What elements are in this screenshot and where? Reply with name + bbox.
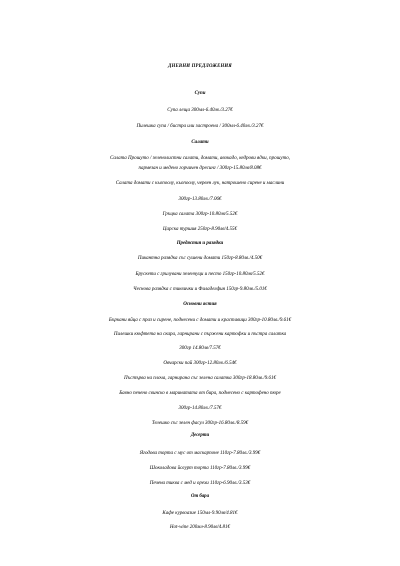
menu-item: Салата Прошуто / зеленолистни салати, домати, авокадо, кедрови ядки, прошуто,	[109, 156, 291, 161]
menu-item: Шоколадова йогурт торта 110гр-7.80лв./3.99€	[149, 466, 251, 471]
menu-item: Пикантна разядка със сушени домати 150гр-8.80лв./4.50€	[137, 256, 263, 261]
menu-item: Ягодова торта с мус от маскарпоне 110гр-7.80лв./3.99€	[139, 451, 261, 456]
section-heading-starters: Предястия и разядки	[176, 241, 224, 246]
section-heading-desserts: Десерти	[190, 433, 210, 438]
menu-item: Овчарски пай 300гр-12.80лв./6.54€	[163, 361, 237, 366]
section-heading-mains: Основни ястия	[183, 302, 217, 307]
menu-item: Кафе курвоазие 150мл-9.90лв/4.81€	[162, 511, 238, 516]
menu-item: Пилешка супа / бистра или застроена / 300мл-6.40лв./3.27€	[136, 124, 264, 129]
page-title: ДНЕВНИ ПРЕДЛОЖЕНИЯ	[168, 64, 232, 69]
menu-item: Салата домати с кьопоолу, кьопоолу, червен лук, натрошено сирене и маслини	[115, 181, 285, 186]
section-heading-bar: От бара	[191, 494, 209, 499]
menu-item: Брускети с грилувани зеленчуци и песто 150гр-10.80лв/5.52€	[135, 272, 265, 277]
menu-item: 300гр-14.80лв./7.57€	[178, 406, 222, 411]
menu-item: Пилешки кюфтета на скара, гарнирани с пържени картофки и пъстра салатка	[113, 332, 287, 337]
menu-item: Печена тиква с мед и орехи 110гр-6.90лв./3.53€	[149, 481, 251, 486]
menu-item: пармезан и медено горчичен дресинг / 300гр-15.80лв/8.08€	[138, 166, 262, 171]
section-heading-soups: Супи	[194, 91, 206, 96]
menu-item: Hot-wine 200мл-8.90лв/4.81€	[169, 525, 231, 530]
menu-item: Пъстърва на плоча, гарнирана със зелена салатка 300гр-18.80лв./9.61€	[124, 376, 276, 381]
menu-item: Царска туршия 250гр-8.90лв/4.55€	[162, 227, 238, 232]
menu-item: Чеснова разядка с тиквички и Филаделфия 150гр-9.80лв./5.01€	[133, 287, 267, 292]
section-heading-salads: Салати	[191, 140, 209, 145]
menu-item: Гръцка салата 300гр-10.80лв/5.52€	[162, 212, 238, 217]
menu-item: 300гр 14.80лв/7.57€	[179, 346, 221, 351]
menu-item: 300гр-13.80лв./7.06€	[178, 197, 222, 202]
menu-item: Телешко със зелен фасул 300гр-16.80лв./8.59€	[151, 421, 249, 426]
menu-item: Бавно печено свинско в маринатата от бира, поднесено с картофено пюре	[119, 391, 281, 396]
menu-item: Супа леща 300мл-6.40лв./3.27€	[167, 108, 233, 113]
menu-item: Бъркани яйца с праз и сирене, поднесени с домати и краставици 300гр-10.80лв./9.61€	[108, 318, 292, 323]
